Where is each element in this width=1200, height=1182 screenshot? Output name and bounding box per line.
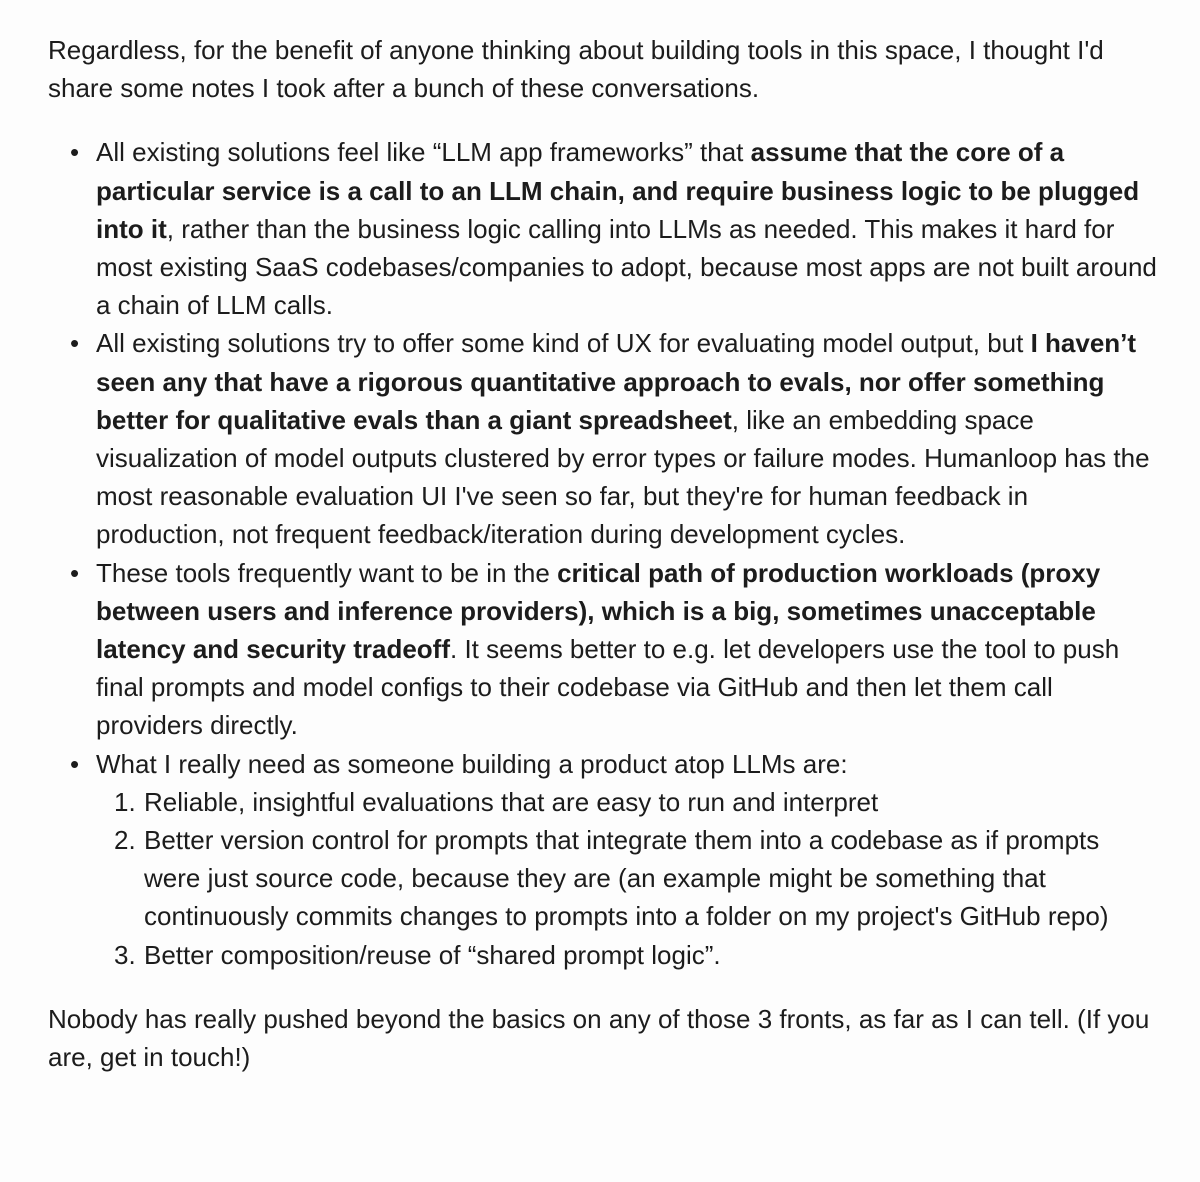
- closing-paragraph: Nobody has really pushed beyond the basics on any of those 3 fronts, as far as I can tell. (If you are, get in touch!): [48, 1003, 1150, 1073]
- bullet-marker: •: [70, 137, 80, 168]
- list-item: [70, 554, 1158, 745]
- list-item-text: . It seems better to e.g. let developers use the tool to push final prompts and model configs to their codebase via GitHub and then let them call providers directly.: [96, 634, 1120, 741]
- bullet-marker: •: [70, 748, 80, 779]
- list-item: [70, 324, 1158, 553]
- list-item: [70, 133, 1158, 324]
- numbered-item-text: Better version control for prompts that integrate them into a codebase as if prompts were just source code, because they are (an example might be something that continuously commits changes to prompts into a folder on my project's GitHub repo): [144, 825, 1109, 932]
- list-item-emphasis: critical path of production workloads (proxy between users and inference providers), which is a big, sometimes unacceptable latency and security tradeoff: [96, 557, 1101, 665]
- list-item-text: All existing solutions try to offer some kind of UX for evaluating model output, but: [96, 328, 1031, 359]
- needs-list: [96, 783, 1158, 974]
- list-item-text: What I really need as someone building a product atop LLMs are:: [96, 748, 848, 779]
- bullet-marker: •: [70, 557, 80, 588]
- list-item: [70, 745, 1158, 974]
- list-item-text: , like an embedding space visualization of model outputs clustered by error types or failure modes. Humanloop has the most reasonable evaluation UI I've seen so far, but they're for human feedback in production, not frequent feedback/iteration during development cycles.: [96, 404, 1150, 550]
- numbered-item-text: Reliable, insightful evaluations that are easy to run and interpret: [144, 786, 879, 817]
- list-item-text: All existing solutions feel like “LLM app frameworks” that: [96, 137, 751, 168]
- list-item-emphasis: assume that the core of a particular service is a call to an LLM chain, and require business logic to be plugged into it: [96, 137, 1140, 244]
- numbered-item: [114, 936, 1158, 974]
- article-body: [48, 31, 1158, 1076]
- intro-paragraph: Regardless, for the benefit of anyone thinking about building tools in this space, I thought I'd share some notes I took after a bunch of these conversations.: [48, 35, 1104, 104]
- bullet-marker: •: [70, 328, 80, 359]
- numbered-item: [114, 821, 1158, 936]
- notes-list: [48, 133, 1158, 973]
- item-number: 3.: [114, 939, 136, 970]
- numbered-item-text: Better composition/reuse of “shared prompt logic”.: [144, 939, 721, 970]
- list-item-emphasis: I haven’t seen any that have a rigorous quantitative approach to evals, nor offer something better for qualitative evals than a giant spreadsheet: [96, 328, 1137, 435]
- list-item-text: , rather than the business logic calling into LLMs as needed. This makes it hard for most existing SaaS codebases/companies to adopt, because most apps are not built around a chain of LLM calls.: [96, 213, 1157, 321]
- numbered-item: [114, 783, 1158, 821]
- item-number: 2.: [114, 825, 136, 856]
- item-number: 1.: [114, 786, 136, 817]
- list-item-text: These tools frequently want to be in the: [96, 557, 558, 588]
